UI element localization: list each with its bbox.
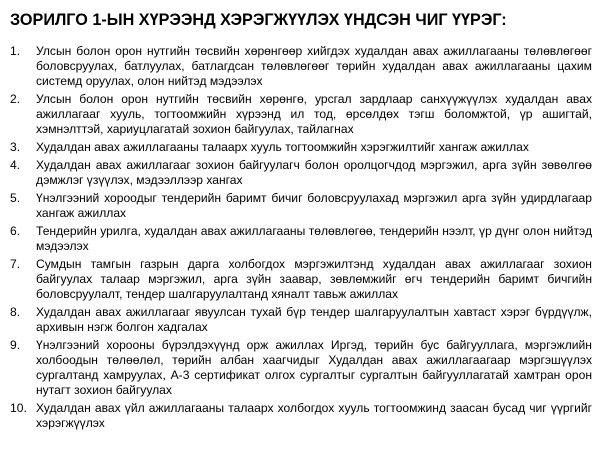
item-number: 3. (10, 140, 21, 154)
item-number: 2. (10, 92, 21, 106)
list-item (10, 140, 592, 155)
item-number: 10. (10, 401, 27, 415)
item-number: 8. (10, 305, 21, 319)
list-item (10, 338, 592, 398)
item-text: Тендерийн урилга, худалдан авах ажиллагааны төлөвлөгөө, тендерийн нээлт, үр дүнг олон нийтэд мэдээлэх (36, 224, 592, 253)
list-item (10, 92, 592, 137)
item-number: 6. (10, 224, 21, 238)
item-number: 1. (10, 44, 21, 58)
item-number: 4. (10, 158, 21, 172)
item-number: 5. (10, 191, 21, 205)
list-item (10, 401, 592, 431)
item-text: Улсын болон орон нутгийн төсвийн хөрөнгөөр хийгдэх худалдан авах ажиллагааны төлөвлөгөөг боловсруулах, батлуулах, батлагдсан төлөвлөгөөг төрийн худалдан авах ажиллагааны цахим системд оруулах, олон нийтэд мэдээлэх (36, 44, 592, 88)
list-item (10, 224, 592, 254)
list-item (10, 191, 592, 221)
item-text: Худалдан авах ажиллагааны талаарх хууль тогтоомжийн хэрэгжилтийг хангаж ажиллах (36, 140, 529, 154)
list-item (10, 44, 592, 89)
item-text: Худалдан авах ажиллагааг зохион байгуулагч болон оролцогчдод мэргэжил, арга зүйн зөвөлгөө дэмжлэг үзүүлэх, мэдээллээр хангах (36, 158, 592, 187)
duty-list (10, 44, 592, 434)
item-text: Худалдан авах үйл ажиллагааны талаарх холбогдох хууль тогтоомжинд заасан бусад чиг үүргийг хэрэгжүүлэх (36, 401, 592, 430)
item-text: Сумдын тамгын газрын дарга холбогдох мэргэжилтэнд худалдан авах ажиллагааг зохион байгуулах талаар мэргэжил, арга зүйн заавар, зөвлөмжийг өгч тендерийн баримт бичгийн боловсруулалт, тендер шалгаруулалтанд хяналт тавьж ажиллах (36, 257, 592, 301)
item-text: Үнэлгээний хорооны бүрэлдэхүүнд орж ажиллах Иргэд, төрийн бус байгууллага, мэргэжлийн холбоодын төлөөлөл, төрийн албан хаагчидыг Худалдан авах ажиллагаагаар мэргэшүүлэх сургалтанд хамруулах, А-3 сертификат олгох сургалтыг сургалтын байгууллагатай хамтран орон нутагт зохион байгуулах (36, 338, 592, 397)
item-text: Улсын болон орон нутгийн төсвийн хөрөнгө, урсгал зардлаар санхүүжүүлэх худалдан авах ажиллагааг хууль, тогтоомжийн хүрээнд ил тод, өрсөлдөх тэгш боломжтой, үр ашигтай, хэмнэлттэй, хариуцлагатай зохион байгуулах, тайлагнах (36, 92, 592, 136)
page-title: ЗОРИЛГО 1-ЫН ХҮРЭЭНД ХЭРЭГЖҮҮЛЭХ ҮНДСЭН ЧИГ ҮҮРЭГ: (10, 11, 507, 29)
item-number: 7. (10, 257, 21, 271)
item-text: Худалдан авах ажиллагааг явуулсан тухай бүр тендер шалгаруулалтын хавтаст хэрэг бүрдүүлж, архивын нэгж болгон хадгалах (36, 305, 592, 334)
list-item (10, 257, 592, 302)
list-item (10, 158, 592, 188)
item-number: 9. (10, 338, 21, 352)
item-text: Үнэлгээний хороодыг тендерийн баримт бичиг боловсруулахад мэргэжил арга зүйн удирдлагаар хангаж ажиллах (36, 191, 592, 220)
list-item (10, 305, 592, 335)
